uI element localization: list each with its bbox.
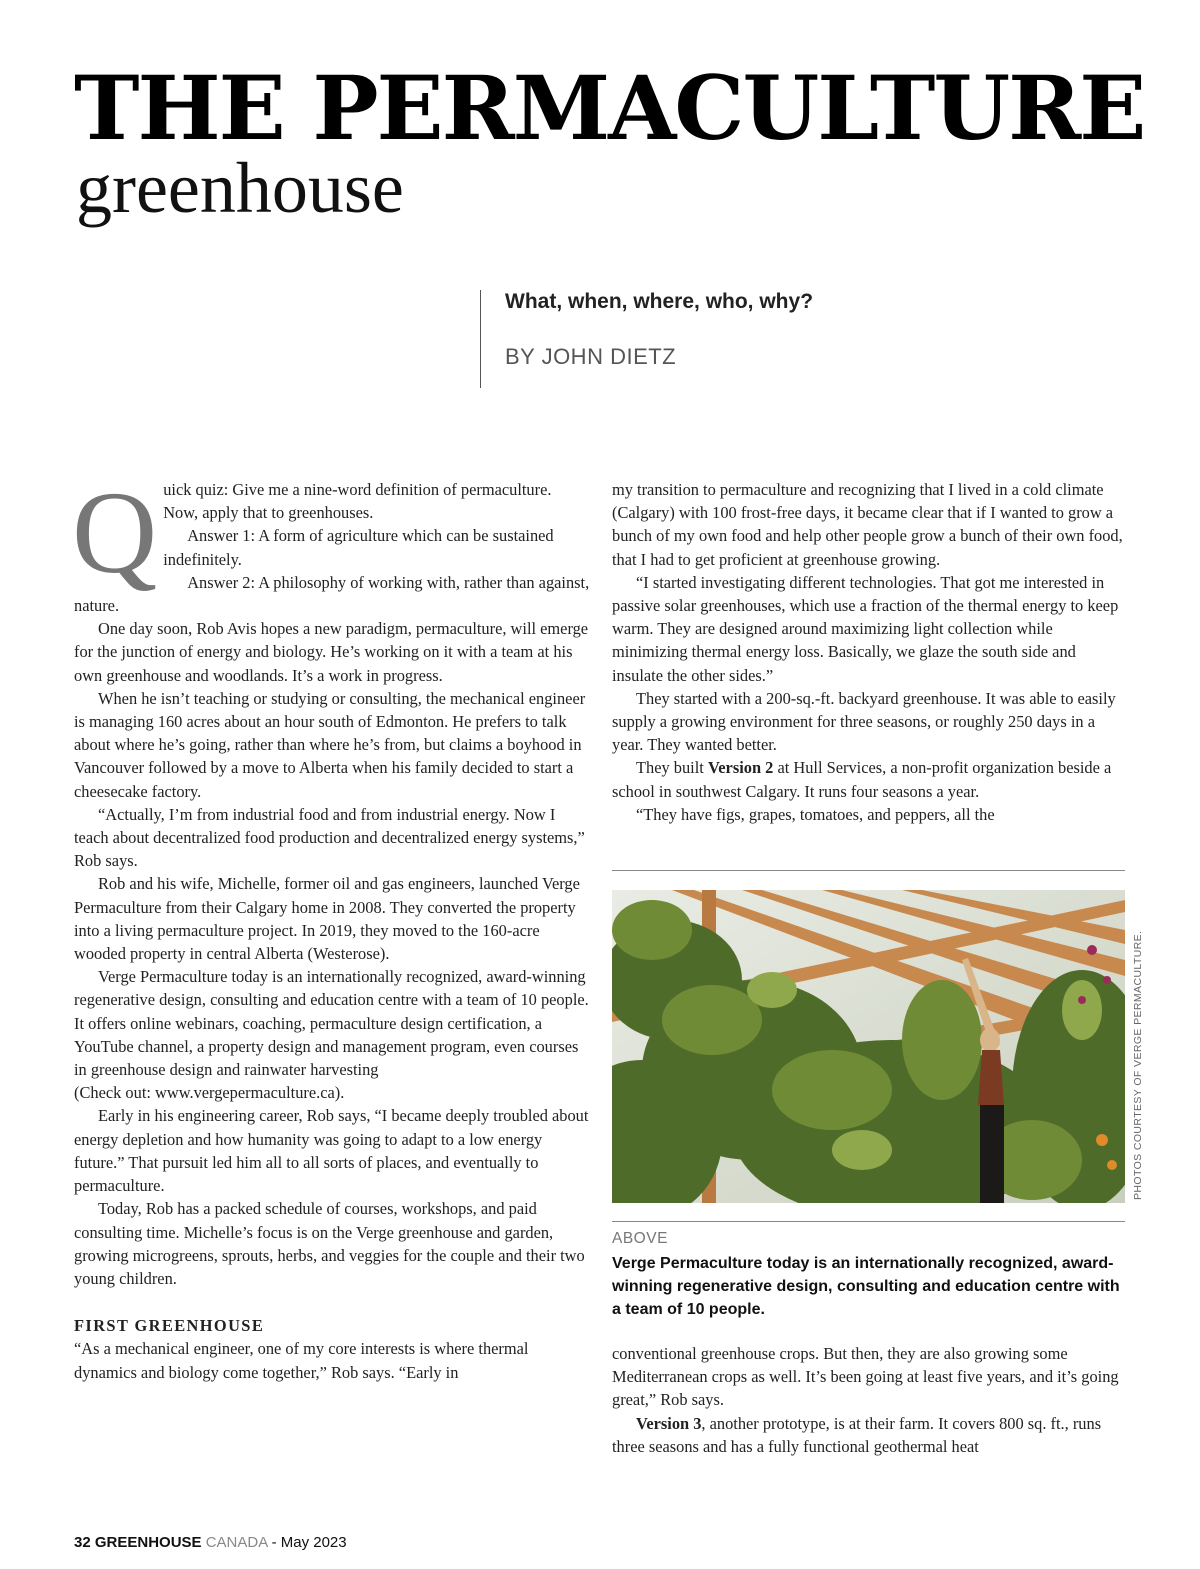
paragraph: They built Version 2 at Hull Services, a non-profit organization beside a school in southwest Calgary. It runs four seasons a year.	[612, 758, 1112, 801]
paragraph: conventional greenhouse crops. But then, they are also growing some Mediterranean crops as well. It’s been going at least five years, and it’s going great,” Rob says.	[612, 1344, 1119, 1410]
version-2-bold: Version 2	[707, 758, 774, 778]
paragraph: uick quiz: Give me a nine-word definition of permaculture. Now, apply that to greenhouses.	[163, 480, 552, 523]
headline-title: THE PERMACULTURE	[74, 56, 1145, 160]
paragraph: One day soon, Rob Avis hopes a new paradigm, permaculture, will emerge for the junction of energy and biology. He’s working on it with a team at his own greenhouse and woodlands. It’s a work in progress.	[74, 619, 589, 685]
paragraph: When he isn’t teaching or studying or consulting, the mechanical engineer is managing 160 acres about an hour south of Edmonton. He prefers to talk about where he’s going, rather than where he’s from, but claims a boyhood in Vancouver followed by a move to Alberta when his family decided to start a cheesecake factory.	[74, 688, 586, 801]
paragraph: “I started investigating different technologies. That got me interested in passive solar greenhouses, which use a fraction of the thermal energy to keep warm. They are designed around maximizing light collection while minimizing thermal energy loss. Basically, we glaze the south side and insulate the other sides.”	[612, 572, 1119, 685]
paragraph: Version 3, another prototype, is at their farm. It covers 800 sq. ft., runs three seasons and has a fully functional geothermal heat	[612, 1413, 1102, 1456]
paragraph: “They have figs, grapes, tomatoes, and peppers, all the	[636, 804, 995, 824]
paragraph: Answer 1: A form of agriculture which can be sustained indefinitely.	[163, 526, 554, 569]
drop-cap: Q	[72, 467, 158, 598]
photo-credit: PHOTOS COURTESY OF VERGE PERMACULTURE.	[1132, 930, 1144, 1200]
deck-question: What, when, where, who, why?	[505, 290, 814, 313]
paragraph: Verge Permaculture today is an internationally recognized, award-winning regenerative design, consulting and education centre with a team of 10 people. It offers online webinars, coaching, permaculture design certification, a YouTube channel, a property design and management program, even courses in greenhouse design and rainwater harvesting	[74, 967, 589, 1080]
byline: BY JOHN DIETZ	[505, 344, 677, 369]
issue-date: - May 2023	[271, 1534, 347, 1551]
paragraph: Today, Rob has a packed schedule of courses, workshops, and paid consulting time. Michelle’s focus is on the Verge greenhouse and garden, growing microgreens, sprouts, herbs, and veggies for the couple and their two young children.	[74, 1199, 585, 1288]
photo-caption: Verge Permaculture today is an internationally recognized, award-winning regenerative design, consulting and education centre with a team of 10 people.	[612, 1255, 1120, 1318]
version-3-bold: Version 3	[636, 1413, 702, 1433]
caption-label: ABOVE	[612, 1230, 668, 1247]
page-footer	[74, 1534, 347, 1551]
publication-region: CANADA	[205, 1534, 268, 1551]
paragraph: “Actually, I’m from industrial food and from industrial energy. Now I teach about decentralized food production and decentralized energy systems,” Rob says.	[74, 804, 585, 871]
divider	[612, 1221, 1125, 1222]
paragraph: “As a mechanical engineer, one of my core interests is where thermal dynamics and biology come together,” Rob says. “Early in	[74, 1339, 529, 1382]
paragraph: Rob and his wife, Michelle, former oil and gas engineers, launched Verge Permaculture from their Calgary home in 2008. They converted the property into a living permaculture project. In 2019, they moved to the 160-acre wooded property in central Alberta (Westerose).	[74, 874, 580, 964]
article-column-right-top	[612, 478, 1128, 826]
paragraph: Answer 2: A philosophy of working with, rather than against, nature.	[74, 572, 590, 616]
publication-name: GREENHOUSE	[94, 1534, 202, 1551]
article-column-right-bottom	[612, 1342, 1128, 1458]
article-column-left	[72, 467, 590, 1384]
page-number: 32	[74, 1534, 91, 1551]
headline-subtitle: greenhouse	[76, 148, 404, 228]
greenhouse-photo	[612, 890, 1125, 1203]
divider	[612, 870, 1125, 871]
paragraph: They started with a 200-sq.-ft. backyard greenhouse. It was able to easily supply a growing environment for three seasons, or roughly 250 days in a year. They wanted better.	[612, 688, 1116, 755]
section-heading: FIRST GREENHOUSE	[74, 1316, 265, 1336]
paragraph: (Check out: www.vergepermaculture.ca).	[74, 1083, 345, 1103]
deck	[480, 290, 813, 388]
paragraph: my transition to permaculture and recognizing that I lived in a cold climate (Calgary) with 100 frost-free days, it became clear that if I wanted to grow a bunch of my own food and help other people grow a bunch of their own food, that I had to get proficient at greenhouse growing.	[612, 480, 1123, 569]
paragraph: Early in his engineering career, Rob says, “I became deeply troubled about energy depletion and how humanity was going to adapt to a low energy future.” That pursuit led him all to all sorts of places, and eventually to permaculture.	[74, 1106, 589, 1196]
